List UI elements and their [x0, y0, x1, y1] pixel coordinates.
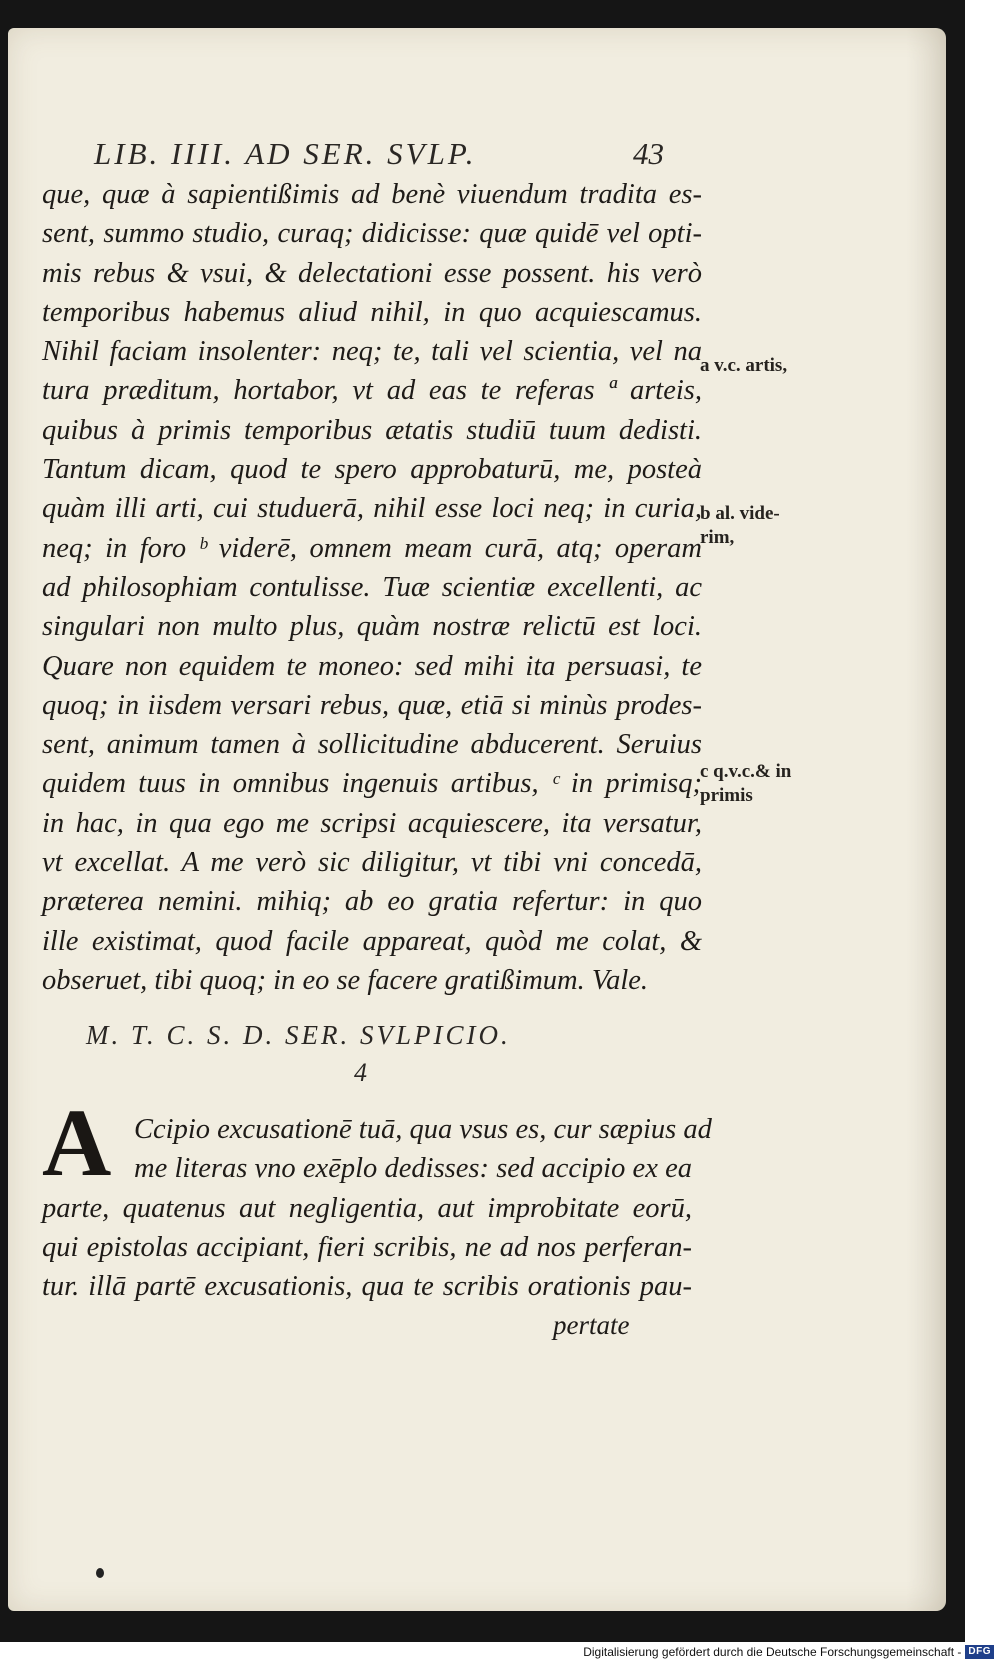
- drop-cap: A: [42, 1089, 112, 1196]
- page-number: 43: [633, 136, 664, 171]
- letter-number: 4: [354, 1058, 367, 1087]
- ink-speck: [96, 1568, 104, 1578]
- text-line: quoq; in iisdem versari rebus, quæ, etiā si minùs prodes-: [42, 689, 702, 721]
- text-line: præterea nemini. mihiq; ab eo gratia refertur: in quo: [42, 886, 702, 918]
- dfg-logo: DFG: [965, 1645, 994, 1659]
- text-line: ille existimat, quod facile appareat, quòd me colat, &: [42, 925, 702, 957]
- text-line: Ccipio excusationē tuā, qua vsus es, cur sæpius ad: [134, 1114, 712, 1145]
- text-line: in hac, in qua ego me scripsi acquiescere, ita versatur,: [42, 807, 702, 839]
- margin-note-b: b al. vide- rim,: [700, 503, 780, 548]
- letter-heading: M. T. C. S. D. SER. SVLPICIO.: [86, 1020, 511, 1050]
- catchword: pertate: [553, 1310, 630, 1340]
- margin-note-a: a v.c. artis,: [700, 355, 788, 376]
- text-line: neq; in foro ᵇ viderē, omnem meam curā, atq; operam: [42, 532, 702, 564]
- funding-credit: [583, 1644, 994, 1660]
- main-text: [42, 175, 702, 1000]
- text-line: temporibus habemus aliud nihil, in quo acquiescamus.: [42, 296, 702, 328]
- text-line: vt excellat. A me verò sic diligitur, vt tibi vni concedā,: [42, 847, 702, 879]
- text-line: me literas vno exēplo dedisses: sed accipio ex ea: [134, 1153, 692, 1185]
- running-header: [94, 136, 664, 178]
- text-line: quibus à primis temporibus ætatis studiū tuum dedisti.: [42, 414, 702, 446]
- funding-credit-text: Digitalisierung gefördert durch die Deutsche Forschungsgemeinschaft -: [583, 1645, 962, 1659]
- margin-note-c: c q.v.c.& in primis: [700, 761, 792, 806]
- running-title: LIB. IIII. AD SER. SVLP.: [94, 136, 477, 171]
- text-line: obseruet, tibi quoq; in eo se facere gratißimum. Vale.: [42, 964, 649, 996]
- text-line: parte, quatenus aut negligentia, aut improbitate eorū,: [42, 1192, 692, 1224]
- text-line: tura præditum, hortabor, vt ad eas te referas ª arteis,: [42, 375, 702, 407]
- text-line: Tantum dicam, quod te spero approbaturū, me, posteà: [42, 454, 702, 486]
- text-line: Quare non equidem te moneo: sed mihi ita persuasi, te: [42, 650, 702, 682]
- text-line: quidem tuus in omnibus ingenuis artibus, ᶜ in primisq;: [42, 768, 702, 800]
- text-line: sent, summo studio, curaq; didicisse: quæ quidē vel opti-: [42, 218, 702, 250]
- text-line: singulari non multo plus, quàm nostræ relictū est loci.: [42, 611, 702, 643]
- text-line: Nihil faciam insolenter: neq; te, tali vel scientia, vel na: [42, 336, 702, 368]
- text-line: ad philosophiam contulisse. Tuæ scientiæ excellenti, ac: [42, 571, 702, 603]
- text-line: que, quæ à sapientißimis ad benè viuendum tradita es-: [42, 179, 702, 210]
- text-line: tur. illā partē excusationis, qua te scribis orationis pau-: [42, 1271, 692, 1303]
- text-line: mis rebus & vsui, & delectationi esse possent. his verò: [42, 257, 702, 289]
- text-line: sent, animum tamen à sollicitudine abducerent. Seruius: [42, 729, 702, 761]
- book-page: [8, 28, 946, 1611]
- letter-text: [42, 1110, 712, 1306]
- text-line: qui epistolas accipiant, fieri scribis, ne ad nos perferan-: [42, 1231, 692, 1263]
- text-line: quàm illi arti, cui studuerā, nihil esse loci neq; in curia,: [42, 493, 702, 525]
